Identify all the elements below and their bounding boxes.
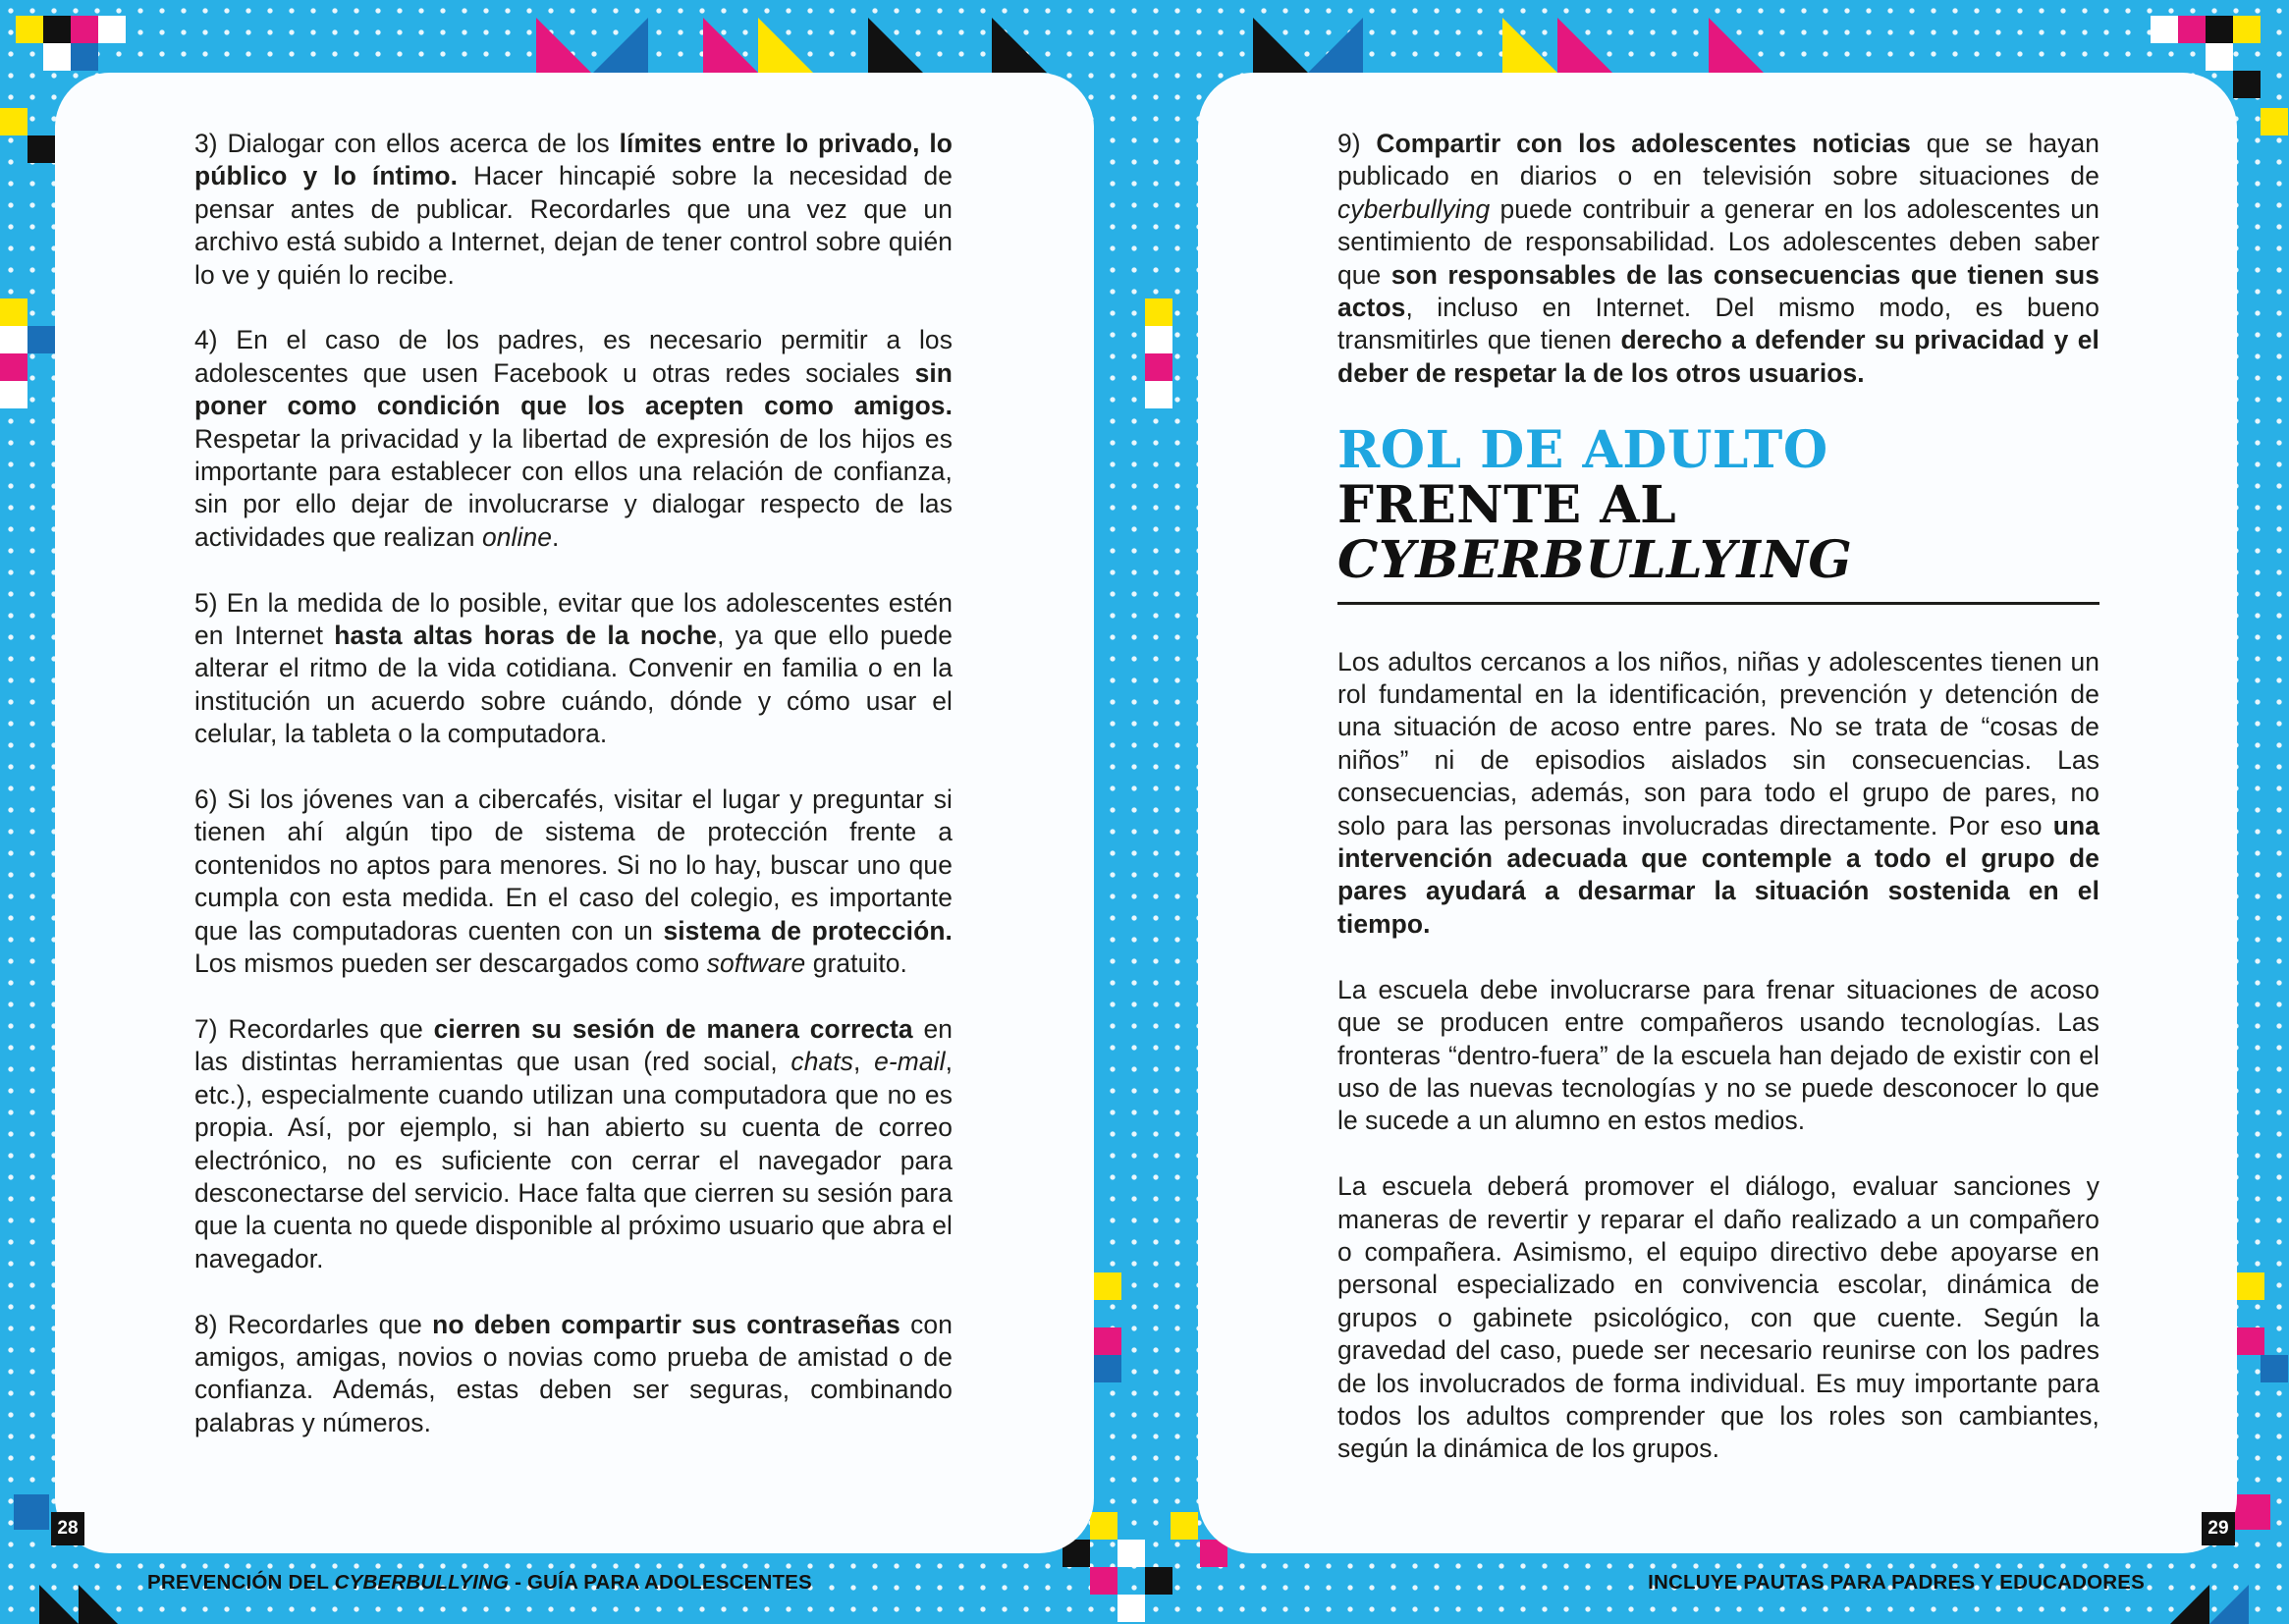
text-run: Los adultos cercanos a los niños, niñas y adolescentes tienen un rol fundamental en la identificación, prevención y detención de una situación de acoso entre pares. No se trata de “cosas de niños” ni de episodios aislados sin consecuencias. Las consecuencias, además, son para todo el grupo de pares, no solo para las personas involucradas directamente. Por eso (1337, 646, 2099, 840)
deco-triangle (39, 1585, 79, 1624)
deco-square (1094, 1355, 1121, 1382)
text-run: 7) Recordarles que (194, 1013, 434, 1044)
text-run: Hacer hincapié sobre la necesidad de pensar antes de publicar. Recordarles que una vez que un archivo está subido a Internet, dejan de tener control sobre quién lo ve y quién lo recibe. (194, 161, 953, 290)
deco-triangle (79, 1585, 118, 1624)
text-run: . (552, 521, 560, 552)
left-page-body (194, 128, 953, 1473)
bold-text: límites entre lo privado, lo público y lo íntimo. (194, 129, 953, 191)
deco-square (0, 353, 27, 381)
deco-square (2261, 1355, 2288, 1382)
section-heading (1337, 419, 2099, 605)
text-run: en las distintas herramientas que usan (red social, (194, 1013, 954, 1077)
deco-triangle (2209, 1585, 2249, 1624)
deco-triangle (593, 18, 648, 73)
deco-square (27, 326, 55, 353)
italic-text: e-mail (874, 1047, 946, 1077)
text-run: 4) En el caso de los padres, es necesario permitir a los adolescentes que usen Facebook u otras redes sociales (194, 325, 953, 388)
right-footer-title: INCLUYE PAUTAS PARA PADRES Y EDUCADORES (1648, 1571, 2145, 1594)
bold-text: son responsables de las consecuencias que tienen sus actos (1337, 259, 2100, 323)
deco-square (2233, 71, 2261, 98)
deco-triangle (868, 18, 923, 73)
text-run: , etc.), especialmente cuando utilizan una computadora que no es propia. Así, por ejemplo, si han abierto su cuenta de correo electrónico, no es suficiente con cerrar el navegador para desconectarse del servicio. Hace falta que cierren su sesión para que la cuenta no quede disponible al próximo usuario que abra el navegador. (194, 1047, 953, 1273)
heading-line-2-prefix: FRENTE AL (1337, 474, 1677, 535)
heading-divider (1337, 602, 2099, 605)
deco-square (1117, 1595, 1145, 1622)
text-run: - GUÍA PARA ADOLESCENTES (509, 1571, 812, 1594)
deco-square (1094, 1272, 1121, 1300)
deco-square (98, 16, 126, 43)
left-page (55, 73, 1094, 1594)
heading-line-2-emph: CYBERBULLYING (1337, 529, 1853, 590)
paragraph-3 (194, 128, 953, 292)
paragraph-9 (1337, 128, 2099, 390)
deco-square (1171, 1512, 1198, 1540)
text-run: 9) (1337, 129, 1377, 158)
deco-square (0, 381, 27, 408)
deco-square (71, 43, 98, 71)
deco-square (2206, 16, 2233, 43)
deco-triangle (1557, 18, 1612, 73)
deco-square (2206, 43, 2233, 71)
deco-square (27, 135, 55, 163)
text-run: 6) Si los jóvenes van a cibercafés, visitar el lugar y preguntar si tienen ahí algún tipo de sistema de protección frente a contenidos no aptos para menores. Si no lo hay, buscar uno que cumpla con esta medida. En el caso del colegio, es importante que las computadoras cuenten con un (194, 785, 953, 946)
deco-square (43, 43, 71, 71)
deco-triangle (992, 18, 1047, 73)
text-run: gratuito. (805, 948, 907, 979)
deco-square (1145, 381, 1172, 408)
deco-triangle (1709, 18, 1764, 73)
deco-square (14, 1494, 49, 1530)
deco-triangle (536, 18, 591, 73)
deco-square (1145, 353, 1172, 381)
heading-line-2 (1337, 474, 2099, 590)
text-run: que se hayan publicado en diarios o en televisión sobre situaciones de (1337, 129, 2099, 191)
bold-text: hasta altas horas de la noche (334, 621, 718, 651)
deco-triangle (2170, 1585, 2209, 1624)
italic-text: online (481, 521, 553, 552)
deco-square (2233, 16, 2261, 43)
bold-text: sistema de protección. (663, 915, 953, 946)
deco-square (2261, 108, 2288, 135)
deco-square (0, 298, 27, 326)
deco-square (2235, 1494, 2270, 1530)
paragraph-4 (194, 324, 953, 554)
deco-triangle (1502, 18, 1557, 73)
deco-triangle (1253, 18, 1308, 73)
paragraph-7 (194, 1013, 953, 1275)
bold-text: derecho a defender su privacidad y el deber de respetar la de los otros usuarios. (1337, 325, 2099, 388)
text-run: con amigos, amigas, novios o novias como prueba de amistad o de confianza. Además, estas deben ser seguras, combinando palabras y números. (194, 1309, 953, 1437)
text-run: 5) En la medida de lo posible, evitar que los adolescentes estén en Internet (194, 587, 953, 651)
right-page-body (1337, 128, 2099, 1498)
deco-square (2237, 1327, 2264, 1355)
text-run: 3) Dialogar con ellos acerca de los (194, 129, 620, 158)
page-number-right: 29 (2202, 1512, 2235, 1545)
deco-triangle (758, 18, 813, 73)
deco-square (1117, 1540, 1145, 1567)
text-run: Respetar la privacidad y la libertad de expresión de los hijos es importante para establecer con ellos una relación de confianza, sin por ello dejar de involucrarse y dialogar respecto de las actividades que realizan (194, 423, 953, 552)
bold-text: Compartir con los adolescentes noticias (1376, 129, 1911, 158)
deco-square (2151, 16, 2178, 43)
page-number-left: 28 (51, 1512, 84, 1545)
paragraph-5 (194, 587, 953, 751)
text-run: 8) Recordarles que (194, 1309, 433, 1339)
text-run: PREVENCIÓN DEL (147, 1571, 335, 1594)
italic-text: CYBERBULLYING (334, 1571, 510, 1594)
deco-square (1145, 326, 1172, 353)
italic-text: chats (790, 1047, 853, 1077)
paragraph-adult-role (1337, 646, 2099, 942)
deco-square (1145, 298, 1172, 326)
bold-text: una intervención adecuada que contemple a todo el grupo de pares ayudará a desarmar la situación sostenida en el tiempo. (1337, 810, 2099, 939)
heading-line-1: ROL DE ADULTO (1337, 419, 1828, 480)
text-run: , incluso en Internet. Del mismo modo, es bueno transmitirles que tienen (1337, 293, 2099, 355)
deco-square (1090, 1512, 1117, 1540)
paragraph-school-dialogue (1337, 1170, 2099, 1466)
deco-square (0, 108, 27, 135)
deco-square (71, 16, 98, 43)
deco-square (2178, 16, 2206, 43)
deco-square (1094, 1327, 1121, 1355)
deco-triangle (1308, 18, 1363, 73)
deco-square (43, 16, 71, 43)
right-page (1198, 73, 2237, 1594)
italic-text: software (706, 948, 806, 979)
deco-square (0, 326, 27, 353)
paragraph-8 (194, 1309, 953, 1440)
italic-text: cyberbullying (1337, 193, 1491, 224)
deco-square (2237, 1272, 2264, 1300)
text-run: , (853, 1047, 875, 1077)
deco-triangle (703, 18, 758, 73)
bold-text: no deben compartir sus contraseñas (432, 1309, 900, 1339)
text-run: La escuela debe involucrarse para frenar situaciones de acoso que se producen entre compañeros usando tecnologías. Las fronteras “dentro-fuera” de la escuela han dejado de existir con el uso de las nuevas tecnologías y no se puede desconocer lo que le sucede a un alumno en estos medios. (1337, 974, 2099, 1136)
text-run: , ya que ello puede alterar el ritmo de la vida cotidiana. Convenir en familia o en la institución un acuerdo sobre cuándo, dónde y cómo usar el celular, la tableta o la computadora. (194, 621, 954, 749)
deco-square (1090, 1567, 1117, 1595)
bold-text: cierren su sesión de manera correcta (433, 1013, 913, 1044)
text-run: Los mismos pueden ser descargados como (194, 948, 707, 979)
paragraph-school-involvement (1337, 974, 2099, 1138)
text-run: La escuela deberá promover el diálogo, evaluar sanciones y maneras de revertir y reparar el daño realizado a un compañero o compañera. Asimismo, el equipo directivo debe apoyarse en personal especializado en convivencia escolar, dinámica de grupos o gabinete psicológico, con que cuente. Según la gravedad del caso, puede ser necesario reunirse con los padres de los involucrados de forma individual. Es muy importante para todos los adultos comprender que los roles son cambiantes, según la dinámica de los grupos. (1337, 1171, 2099, 1464)
left-footer-title (147, 1571, 812, 1595)
deco-square (16, 16, 43, 43)
text-run: puede contribuir a generar en los adolescentes un sentimiento de responsabilidad. Los adolescentes deben saber que (1337, 193, 2099, 290)
deco-square (1145, 1567, 1172, 1595)
bold-text: sin poner como condición que los acepten como amigos. (194, 357, 953, 421)
paragraph-6 (194, 784, 953, 980)
